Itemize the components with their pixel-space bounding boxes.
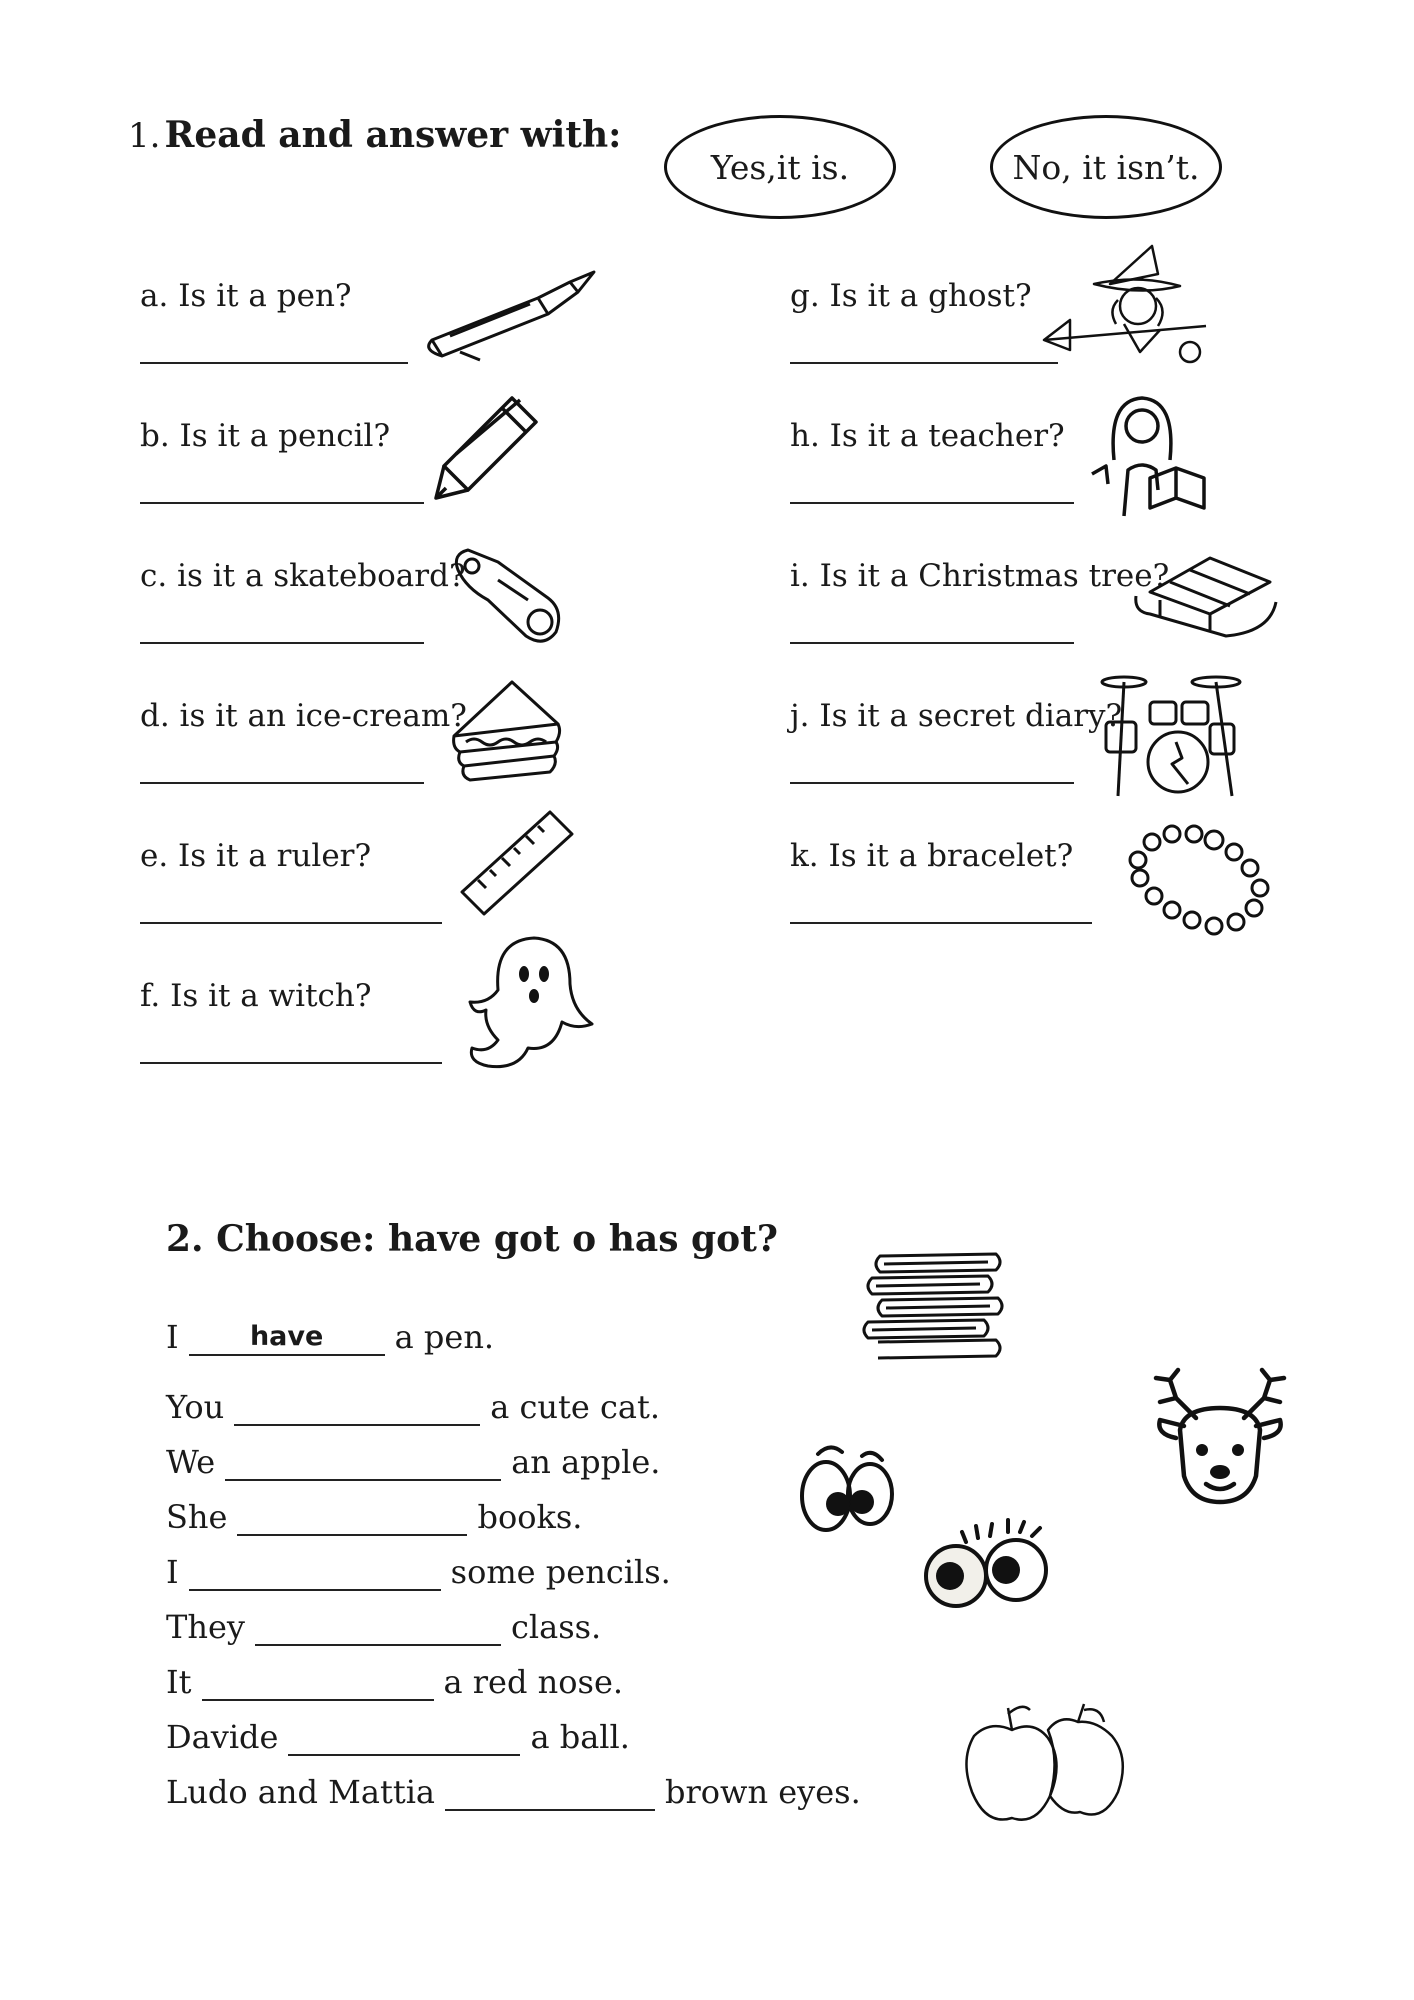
sentence-8-blank[interactable] bbox=[288, 1724, 520, 1756]
sentence-2 bbox=[166, 1388, 660, 1426]
answer-line-g[interactable] bbox=[790, 362, 1058, 364]
sentence-9 bbox=[166, 1773, 861, 1811]
section1-title: Read and answer with: bbox=[164, 114, 622, 156]
question-i: i. Is it a Christmas tree? bbox=[790, 558, 1170, 594]
sentence-1-subject: I bbox=[166, 1318, 179, 1356]
cartoon-eyes-icon bbox=[790, 1440, 1050, 1620]
question-d: d. is it an ice-cream? bbox=[140, 698, 467, 734]
question-f: f. Is it a witch? bbox=[140, 978, 372, 1014]
sentence-3-blank[interactable] bbox=[225, 1449, 501, 1481]
answer-line-e[interactable] bbox=[140, 922, 442, 924]
sentence-9-subject: Ludo and Mattia bbox=[166, 1773, 435, 1811]
option-yes-text: Yes,it is. bbox=[710, 147, 850, 187]
sentence-5-rest: some pencils. bbox=[450, 1553, 671, 1591]
sentence-3-rest: an apple. bbox=[511, 1443, 661, 1481]
sentence-7-subject: It bbox=[166, 1663, 192, 1701]
sentence-1-answer: have bbox=[249, 1321, 324, 1352]
apples-icon bbox=[960, 1700, 1130, 1830]
sentence-8-subject: Davide bbox=[166, 1718, 279, 1756]
option-no-text: No, it isn’t. bbox=[1012, 147, 1200, 187]
answer-line-b[interactable] bbox=[140, 502, 424, 504]
answer-line-k[interactable] bbox=[790, 922, 1092, 924]
sentence-4-subject: She bbox=[166, 1498, 228, 1536]
sentence-1-blank[interactable] bbox=[189, 1321, 385, 1356]
option-yes-oval bbox=[664, 115, 896, 219]
answer-line-j[interactable] bbox=[790, 782, 1074, 784]
ruler-icon bbox=[458, 808, 578, 918]
answer-line-i[interactable] bbox=[790, 642, 1074, 644]
question-h: h. Is it a teacher? bbox=[790, 418, 1065, 454]
books-stack-icon bbox=[860, 1250, 1010, 1358]
section1-heading bbox=[128, 114, 621, 156]
sentence-4-blank[interactable] bbox=[237, 1504, 467, 1536]
sentence-6-subject: They bbox=[166, 1608, 245, 1646]
ghost-icon bbox=[458, 930, 598, 1080]
answer-line-c[interactable] bbox=[140, 642, 424, 644]
sentence-6-blank[interactable] bbox=[255, 1614, 501, 1646]
sentence-7-blank[interactable] bbox=[202, 1669, 434, 1701]
witch-on-broom-icon bbox=[1040, 240, 1210, 380]
option-no-oval bbox=[990, 115, 1222, 219]
question-e: e. Is it a ruler? bbox=[140, 838, 372, 874]
sentence-7-rest: a red nose. bbox=[443, 1663, 624, 1701]
reindeer-icon bbox=[1140, 1368, 1300, 1508]
question-a: a. Is it a pen? bbox=[140, 278, 352, 314]
sandwich-icon bbox=[446, 676, 566, 788]
woman-reading-icon bbox=[1084, 390, 1214, 520]
pencil-icon bbox=[432, 392, 542, 502]
sentence-5 bbox=[166, 1553, 671, 1591]
drum-kit-icon bbox=[1098, 672, 1248, 802]
sentence-2-blank[interactable] bbox=[234, 1394, 480, 1426]
section1-number: 1. bbox=[128, 116, 161, 156]
pencil-sharpener-icon bbox=[448, 540, 568, 650]
answer-line-d[interactable] bbox=[140, 782, 424, 784]
answer-line-h[interactable] bbox=[790, 502, 1074, 504]
sentence-8 bbox=[166, 1718, 630, 1756]
sentence-1-rest: a pen. bbox=[394, 1318, 495, 1356]
bracelet-icon bbox=[1122, 826, 1272, 936]
section2-title: 2. Choose: have got o has got? bbox=[166, 1218, 778, 1260]
sentence-6-rest: class. bbox=[510, 1608, 602, 1646]
question-k: k. Is it a bracelet? bbox=[790, 838, 1074, 874]
question-g: g. Is it a ghost? bbox=[790, 278, 1032, 314]
sentence-3-subject: We bbox=[166, 1443, 216, 1481]
sentence-6 bbox=[166, 1608, 601, 1646]
sentence-7 bbox=[166, 1663, 623, 1701]
sled-icon bbox=[1130, 552, 1280, 642]
sentence-2-rest: a cute cat. bbox=[490, 1388, 660, 1426]
fountain-pen-icon bbox=[420, 262, 600, 362]
question-j: j. Is it a secret diary? bbox=[790, 698, 1123, 734]
sentence-5-blank[interactable] bbox=[189, 1559, 441, 1591]
sentence-4-rest: books. bbox=[477, 1498, 583, 1536]
sentence-9-blank[interactable] bbox=[445, 1779, 655, 1811]
question-c: c. is it a skateboard? bbox=[140, 558, 466, 594]
sentence-8-rest: a ball. bbox=[530, 1718, 630, 1756]
sentence-1 bbox=[166, 1318, 494, 1356]
sentence-2-subject: You bbox=[166, 1388, 225, 1426]
answer-line-a[interactable] bbox=[140, 362, 408, 364]
answer-line-f[interactable] bbox=[140, 1062, 442, 1064]
sentence-5-subject: I bbox=[166, 1553, 179, 1591]
sentence-3 bbox=[166, 1443, 660, 1481]
sentence-9-rest: brown eyes. bbox=[665, 1773, 861, 1811]
question-b: b. Is it a pencil? bbox=[140, 418, 391, 454]
sentence-4 bbox=[166, 1498, 582, 1536]
